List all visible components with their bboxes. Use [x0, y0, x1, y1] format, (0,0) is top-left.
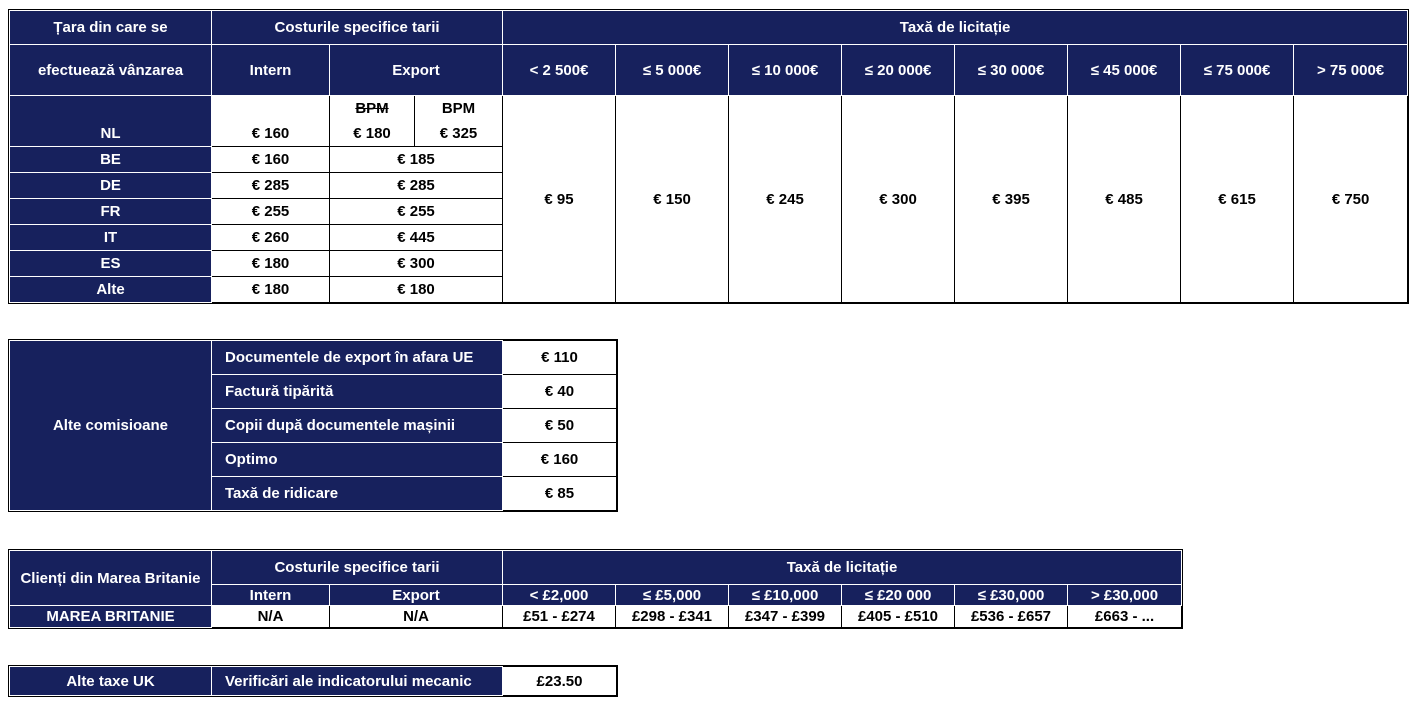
uk-auction-fee: £536 - £657 — [955, 606, 1068, 628]
country-cell: BE — [10, 147, 212, 173]
uk-price-band: > £30,000 — [1068, 585, 1182, 606]
price-band: < 2 500€ — [503, 45, 616, 96]
export-cost: € 255 — [330, 199, 503, 225]
country-header-line1: Țara din care se — [10, 11, 212, 45]
country-cell: IT — [10, 225, 212, 251]
uk-export-header: Export — [330, 585, 503, 606]
uk-other-fee-value: £23.50 — [503, 667, 617, 696]
country-cell: FR — [10, 199, 212, 225]
costs-header: Costurile specifice tarii — [212, 11, 503, 45]
country-cell: DE — [10, 173, 212, 199]
uk-auction-fee: £298 - £341 — [616, 606, 729, 628]
commission-value: € 160 — [503, 443, 617, 477]
auction-fee: € 750 — [1294, 96, 1408, 303]
price-band: ≤ 45 000€ — [1068, 45, 1181, 96]
uk-other-fees-table — [9, 666, 617, 696]
bpm-value-struck: € 180 — [330, 121, 415, 147]
intern-cost: € 260 — [212, 225, 330, 251]
export-header: Export — [330, 45, 503, 96]
other-commissions-label: Alte comisioane — [10, 341, 212, 511]
commission-value: € 40 — [503, 375, 617, 409]
commission-value: € 110 — [503, 341, 617, 375]
commission-name: Factură tipărită — [212, 375, 503, 409]
uk-fee-header: Taxă de licitație — [503, 551, 1182, 585]
export-cost: € 185 — [330, 147, 503, 173]
uk-row-label: MAREA BRITANIE — [10, 606, 212, 628]
intern-cost: € 180 — [212, 277, 330, 303]
export-cost: € 300 — [330, 251, 503, 277]
uk-costs-header: Costurile specifice tarii — [212, 551, 503, 585]
uk-auction-fee: £347 - £399 — [729, 606, 842, 628]
price-band: > 75 000€ — [1294, 45, 1408, 96]
intern-cost: € 160 — [212, 96, 330, 147]
auction-fee: € 300 — [842, 96, 955, 303]
uk-clients-label: Clienți din Marea Britanie — [10, 551, 212, 606]
uk-price-band: ≤ £20 000 — [842, 585, 955, 606]
auction-fee: € 95 — [503, 96, 616, 303]
intern-cost: € 255 — [212, 199, 330, 225]
bpm-value: € 325 — [415, 121, 503, 147]
commission-value: € 50 — [503, 409, 617, 443]
price-band: ≤ 30 000€ — [955, 45, 1068, 96]
uk-auction-fee: £663 - ... — [1068, 606, 1182, 628]
uk-export-value: N/A — [330, 606, 503, 628]
commission-name: Taxă de ridicare — [212, 477, 503, 511]
commission-name: Optimo — [212, 443, 503, 477]
price-band: ≤ 20 000€ — [842, 45, 955, 96]
uk-other-fees-label: Alte taxe UK — [10, 667, 212, 696]
auction-fee: € 395 — [955, 96, 1068, 303]
intern-cost: € 285 — [212, 173, 330, 199]
uk-intern-value: N/A — [212, 606, 330, 628]
uk-price-band: ≤ £30,000 — [955, 585, 1068, 606]
intern-header: Intern — [212, 45, 330, 96]
country-cell: Alte — [10, 277, 212, 303]
price-band: ≤ 10 000€ — [729, 45, 842, 96]
auction-fee: € 485 — [1068, 96, 1181, 303]
country-header-line2: efectuează vânzarea — [10, 45, 212, 96]
main-fee-table — [9, 10, 1408, 303]
uk-price-band: < £2,000 — [503, 585, 616, 606]
commission-value: € 85 — [503, 477, 617, 511]
intern-cost: € 180 — [212, 251, 330, 277]
other-commissions-table — [9, 340, 617, 511]
export-cost: € 285 — [330, 173, 503, 199]
commission-name: Copii după documentele mașinii — [212, 409, 503, 443]
country-cell: ES — [10, 251, 212, 277]
export-cost: € 180 — [330, 277, 503, 303]
uk-other-fee-name: Verificări ale indicatorului mecanic — [212, 667, 503, 696]
uk-auction-fee: £405 - £510 — [842, 606, 955, 628]
auction-fee: € 245 — [729, 96, 842, 303]
price-band: ≤ 75 000€ — [1181, 45, 1294, 96]
uk-price-band: ≤ £10,000 — [729, 585, 842, 606]
bpm-label: BPM — [415, 96, 503, 121]
bpm-label-struck: BPM — [330, 96, 415, 121]
price-band: ≤ 5 000€ — [616, 45, 729, 96]
uk-fee-table — [9, 550, 1182, 628]
intern-cost: € 160 — [212, 147, 330, 173]
export-cost: € 445 — [330, 225, 503, 251]
uk-price-band: ≤ £5,000 — [616, 585, 729, 606]
country-cell: NL — [10, 96, 212, 147]
commission-name: Documentele de export în afara UE — [212, 341, 503, 375]
fee-header: Taxă de licitație — [503, 11, 1408, 45]
auction-fee: € 615 — [1181, 96, 1294, 303]
uk-intern-header: Intern — [212, 585, 330, 606]
uk-auction-fee: £51 - £274 — [503, 606, 616, 628]
auction-fee: € 150 — [616, 96, 729, 303]
